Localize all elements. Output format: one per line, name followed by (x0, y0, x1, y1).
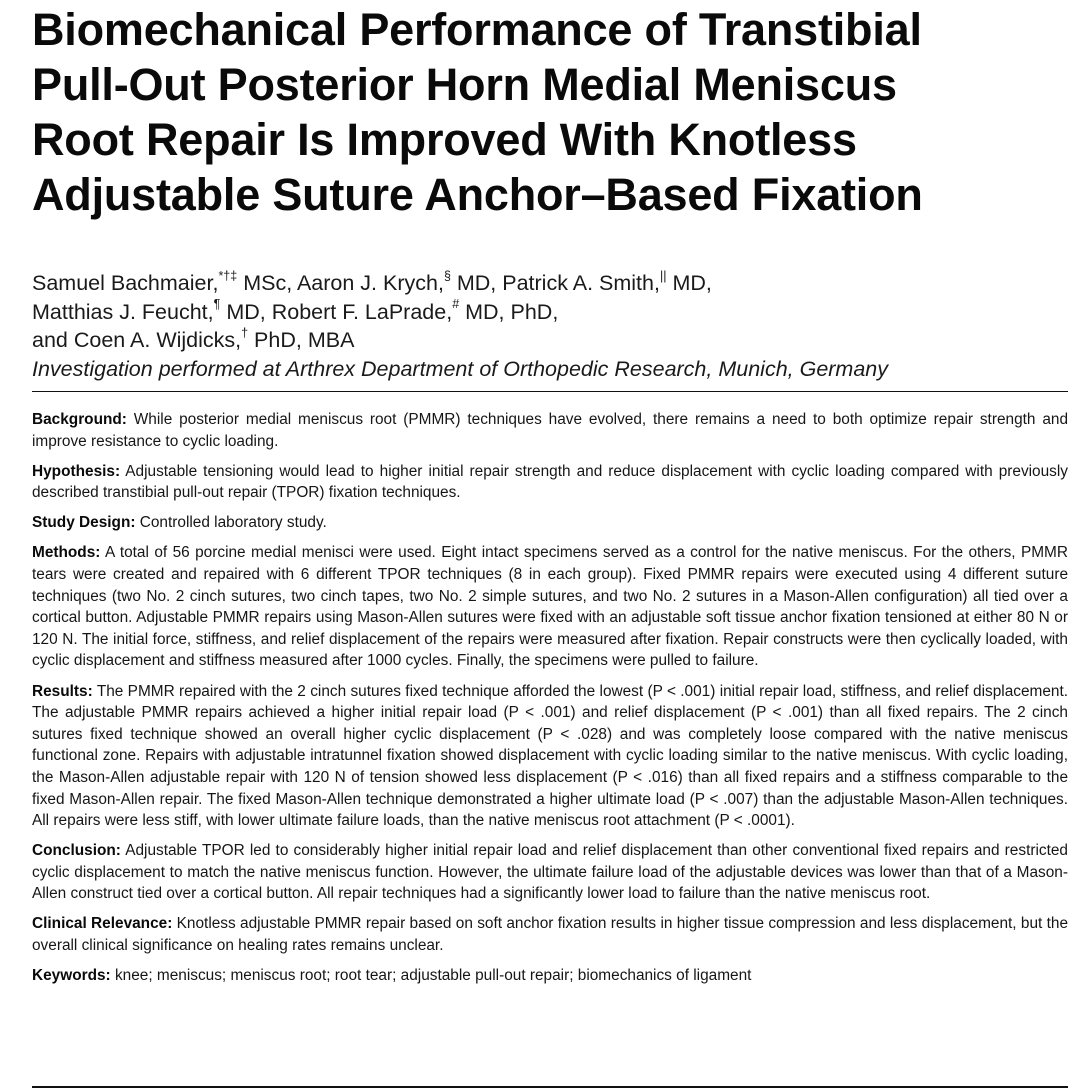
author-name: Matthias J. Feucht, (32, 299, 214, 324)
author-name: Robert F. LaPrade, (271, 299, 453, 324)
section-label: Clinical Relevance: (32, 915, 173, 933)
section-label: Keywords: (32, 967, 111, 985)
author-list (32, 269, 1068, 355)
header-divider (32, 391, 1068, 392)
abstract-results (32, 681, 1068, 832)
section-text: The PMMR repaired with the 2 cinch sutures fixed technique afforded the lowest (P < .001) initial repair load, stiffness, and relief displacement. The adjustable PMMR repairs achieved a higher initial repair load (P < .001) and relief displacement (P < .001) than all fixed repairs. The 2 cinch sutures fixed technique showed an overall higher cyclic displacement (P < .028) and was completely loose compared with the native meniscus functional zone. Repairs with adjustable intratunnel fixation showed displacement with cyclic loading similar to the native meniscus. With cyclic loading, the Mason-Allen adjustable repair with 120 N of tension showed less displacement (P < .016) than all fixed repairs and a stiffness comparable to the fixed Mason-Allen repair. The fixed Mason-Allen technique demonstrated a higher ultimate load (P < .007) than the adjustable Mason-Allen techniques. All repairs were less stiff, with lower ultimate failure loads, than the native meniscus root attachment (P < .0001). (32, 682, 1069, 830)
author-name: Samuel Bachmaier, (32, 271, 219, 295)
author-line-3 (32, 326, 1068, 355)
abstract-study-design (32, 512, 1068, 534)
abstract-methods (32, 542, 1068, 672)
section-text: Controlled laboratory study. (139, 514, 327, 532)
section-text: Adjustable tensioning would lead to higher initial repair strength and reduce displacement with cyclic loading compared with previously described transtibial pull-out repair (TPOR) fixation techniques. (32, 462, 1068, 502)
section-text: Adjustable TPOR led to considerably higher initial repair load and relief displacement than other conventional fixed repairs and restricted cyclic displacement to match the native meniscus function. However, the ultimate failure load of the adjustable devices was lower than that of a Mason-Allen construct tied over a cortical button. All repair techniques had a significantly lower load to failure than the native meniscus root. (32, 842, 1068, 903)
article-title (32, 2, 1068, 222)
author-degree: PhD, MBA (248, 328, 355, 352)
article-page (32, 0, 1069, 985)
section-label: Results: (32, 682, 93, 700)
author-name: and Coen A. Wijdicks, (32, 328, 242, 352)
author-line-2 (32, 298, 1068, 327)
footer-divider (32, 1086, 1068, 1088)
author-degree: MD, PhD, (459, 299, 559, 324)
author-affiliation-mark: § (443, 268, 451, 283)
section-text: While posterior medial meniscus root (PMMR) techniques have evolved, there remains a need to both optimize repair strength and improve resistance to cyclic loading. (32, 411, 1068, 450)
author-affiliation-mark: || (659, 268, 667, 283)
abstract (32, 409, 1068, 987)
abstract-clinical-relevance (32, 913, 1068, 956)
author-line-1 (32, 269, 1068, 298)
abstract-keywords (32, 965, 1068, 987)
author-degree: MD, (666, 271, 712, 295)
section-text: Knotless adjustable PMMR repair based on soft anchor fixation results in higher tissue compression and less displacement, but the overall clinical significance on healing rates remains unclear. (32, 915, 1069, 955)
abstract-hypothesis (32, 461, 1068, 504)
author-degree: MSc, (237, 271, 297, 295)
author-degree: MD, (450, 271, 503, 295)
section-label: Study Design: (32, 514, 136, 532)
author-name: Aaron J. Krych, (296, 271, 444, 295)
section-label: Background: (32, 411, 127, 428)
author-affiliation-mark: # (452, 297, 460, 312)
title-line: Root Repair Is Improved With Knotless (32, 114, 857, 165)
author-affiliation-mark: † (241, 325, 249, 340)
title-line: Pull-Out Posterior Horn Medial Meniscus (32, 59, 897, 110)
section-text: knee; meniscus; meniscus root; root tear; adjustable pull-out repair; biomechanics of ligament (114, 967, 752, 985)
author-name: Patrick A. Smith, (502, 271, 660, 295)
section-label: Methods: (32, 544, 101, 562)
title-line: Biomechanical Performance of Transtibial (32, 4, 922, 55)
author-affiliation-mark: *†‡ (218, 268, 238, 283)
author-degree: MD, (220, 299, 272, 324)
institution-note: Investigation performed at Arthrex Department of Orthopedic Research, Munich, Germany (32, 356, 889, 381)
section-text: A total of 56 porcine medial menisci were used. Eight intact specimens served as a control for the native meniscus. For the others, PMMR tears were created and repaired with 6 different TPOR techniques (8 in each group). Fixed PMMR repairs were executed using 4 different suture techniques (two No. 2 cinch sutures, two cinch tapes, two No. 2 simple sutures, and two No. 2 sutures in a Mason-Allen configuration) all tied over a cortical button. Adjustable PMMR repairs using Mason-Allen sutures were fixed with an adjustable soft tissue anchor fixation tensioned at either 80 N or 120 N. The initial force, stiffness, and relief displacement of the repairs were measured after fixation. Repair constructs were then cyclically loaded, with cyclic displacement and stiffness measured after 1000 cycles. Finally, the specimens were pulled to failure. (32, 544, 1068, 670)
abstract-conclusion (32, 840, 1068, 905)
section-label: Conclusion: (32, 842, 121, 860)
title-line: Adjustable Suture Anchor–Based Fixation (32, 169, 923, 220)
section-label: Hypothesis: (32, 462, 121, 480)
author-affiliation-mark: ¶ (213, 297, 221, 312)
abstract-background (32, 409, 1068, 452)
